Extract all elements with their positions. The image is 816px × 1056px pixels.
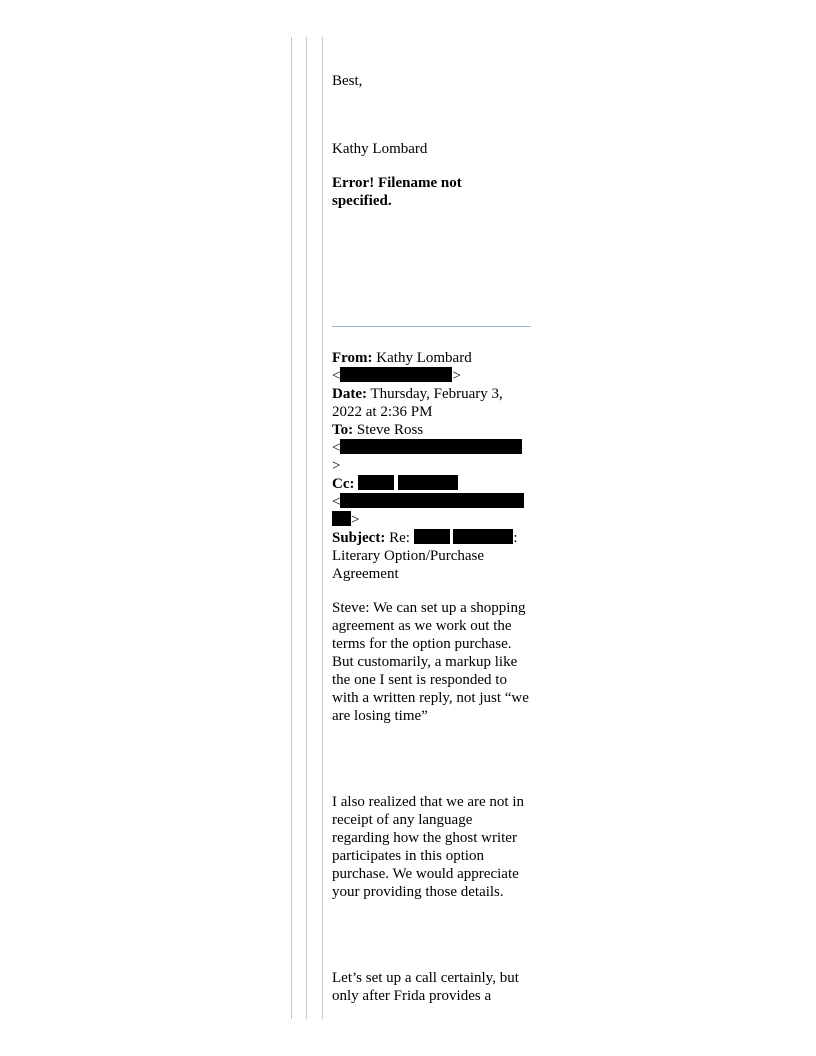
message-separator — [332, 326, 531, 327]
date-label: Date: — [332, 386, 367, 402]
subject-value-2: Literary Option/Purchase — [332, 548, 485, 564]
subject-colon: : — [513, 530, 518, 546]
cc-email-close — [332, 511, 532, 529]
subject-label: Subject: — [332, 530, 386, 546]
date-value-2: 2022 at 2:36 PM — [332, 404, 433, 420]
angle-open: < — [332, 494, 341, 510]
redaction-box — [340, 439, 522, 454]
signature-name: Kathy Lombard — [332, 141, 428, 157]
subject-line-2 — [332, 547, 532, 565]
subject-re: Re: — [389, 530, 410, 546]
to-name: Steve Ross — [356, 422, 424, 438]
closing: Best, — [332, 73, 363, 89]
quote-bar-outer — [291, 37, 292, 1019]
from-label: From: — [332, 350, 373, 366]
redaction-box — [414, 529, 450, 544]
email-header — [332, 349, 532, 583]
redaction-box — [332, 511, 351, 526]
quote-bar-inner — [322, 37, 323, 1019]
to-email-close — [332, 457, 532, 475]
body-paragraph-1: Steve: We can set up a shopping agreement as we work out the terms for the option purchase. But customarily, a markup like the one I sent is responded to with a written reply, not just “we are losing time” — [332, 600, 529, 724]
redaction-box — [340, 493, 524, 508]
date-value-1: Thursday, February 3, — [370, 386, 503, 402]
date-line-2 — [332, 403, 532, 421]
to-label: To: — [332, 422, 354, 438]
cc-line — [332, 475, 532, 493]
redaction-box — [340, 367, 452, 382]
redaction-box — [398, 475, 458, 490]
body-paragraph-2: I also realized that we are not in receipt of any language regarding how the ghost writer participates in this option purchase. We would appreciate your providing those details. — [332, 794, 524, 900]
angle-close: > — [452, 368, 461, 384]
from-name: Kathy Lombard — [376, 350, 472, 366]
redaction-box — [453, 529, 513, 544]
from-email-line — [332, 367, 532, 385]
cc-label: Cc: — [332, 476, 355, 492]
body-paragraph-3: Let’s set up a call certainly, but only after Frida provides a — [332, 970, 519, 1004]
from-line — [332, 349, 532, 367]
angle-close: > — [351, 512, 360, 528]
cc-email-line — [332, 493, 532, 511]
redaction-box — [358, 475, 394, 490]
angle-open: < — [332, 440, 341, 456]
angle-close: > — [332, 458, 341, 474]
subject-value-3: Agreement — [332, 566, 399, 582]
subject-line — [332, 529, 532, 547]
subject-line-3 — [332, 565, 532, 583]
error-filename-not-specified: Error! Filename not specified. — [332, 175, 462, 209]
to-line — [332, 421, 532, 439]
to-email-line — [332, 439, 532, 457]
date-line — [332, 385, 532, 403]
quote-bar-middle — [306, 37, 307, 1019]
angle-open: < — [332, 368, 341, 384]
